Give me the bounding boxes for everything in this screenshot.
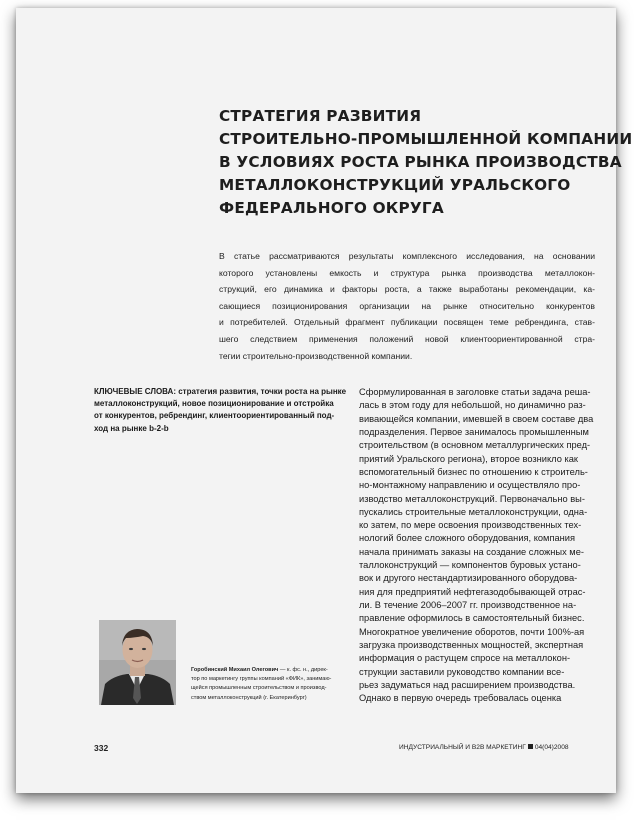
body-line: Однако в первую очередь требовалась оценка: [359, 693, 562, 704]
abstract-line: струкций, его динамика и факторы роста, а также выработаны рекомендации, ка-: [219, 284, 595, 295]
author-credentials: — к. фс. н., дирек-: [278, 667, 328, 673]
body-line: ли. В течение 2006–2007 гг. производственное на-: [359, 600, 577, 610]
magazine-page: [16, 8, 633, 793]
title-line: СТРАТЕГИЯ РАЗВИТИЯ: [219, 107, 422, 125]
keywords-line: КЛЮЧЕВЫЕ СЛОВА: стратегия развития, точки роста на рынке: [94, 387, 347, 396]
body-line: ния для предприятий нефтегазодобывающей отрас-: [359, 586, 586, 597]
journal-name: ИНДУСТРИАЛЬНЫЙ И B2B МАРКЕТИНГ: [399, 744, 526, 751]
body-line: начала принимать заказы на создание сложных ме-: [359, 546, 584, 557]
body-line: вспомогательный бизнес по отношению к строитель-: [359, 466, 588, 477]
author-line: [191, 666, 351, 675]
body-line: загрузка производственных мощностей, экспертная: [359, 639, 584, 650]
body-line: правление оформилось в самостоятельный бизнес.: [359, 613, 585, 624]
keywords-line: металлоконструкций, новое позиционирование и отстройка: [94, 399, 334, 409]
body-line: таллоконструкций — компонентов буровых устано-: [359, 560, 581, 571]
square-bullet-icon: [528, 744, 533, 749]
keywords-block: [94, 386, 354, 435]
body-line: Сформулированная в заголовке статьи задача реша-: [359, 387, 591, 397]
abstract-line: и потребителей. Отдельный фрагмент публикации посвящен теме ребрендинга, став-: [219, 317, 595, 328]
author-info: [191, 666, 351, 703]
abstract-line: тегии строительно-производственной компании.: [219, 350, 413, 361]
author-portrait-icon: [99, 620, 176, 705]
author-line: тор по маркетингу группы компаний «ФИК», занимаю-: [191, 676, 332, 683]
page-number: 332: [94, 743, 109, 753]
body-line: лась в этом году для небольшой, но динамично раз-: [359, 400, 586, 411]
article-abstract: [219, 248, 595, 364]
author-name: Горобинский Михаил Олегович: [191, 667, 279, 673]
body-line: информация о растущем спросе на металлокон-: [359, 653, 571, 664]
article-body: [359, 386, 599, 706]
issue-number: 04(04)2008: [534, 744, 569, 751]
body-line: нологий более сложного оборудования, компания: [359, 533, 576, 544]
article-title: [219, 105, 633, 220]
body-line: приятий Уральского региона), второе возникло как: [359, 453, 578, 464]
title-line: В УСЛОВИЯХ РОСТА РЫНКА ПРОИЗВОДСТВА: [219, 153, 622, 171]
title-line: СТРОИТЕЛЬНО-ПРОМЫШЛЕННОЙ КОМПАНИИ: [219, 130, 633, 148]
author-line: ством металлоконструкций (г. Екатеринбург): [191, 694, 307, 701]
abstract-line: В статье рассматриваются результаты комплексного исследования, на основании: [219, 251, 595, 261]
keywords-line: ход на рынке b-2-b: [94, 423, 169, 433]
title-line: ФЕДЕРАЛЬНОГО ОКРУГА: [219, 199, 444, 217]
abstract-line: шего следствием применения положений новой клиентоориентированной стра-: [219, 333, 595, 344]
body-line: подразделения. Первое занималось промышленным: [359, 426, 589, 437]
body-line: вок и другого нестандартизированного оборудова-: [359, 573, 578, 584]
body-line: пускались строительные металлоконструкции, одна-: [359, 506, 588, 517]
body-line: строительством (в основном металлургических пред-: [359, 440, 591, 451]
body-line: струкции заставили руководство компании все-: [359, 666, 565, 677]
author-line: щейся промышленным строительством и производ-: [191, 685, 327, 692]
body-line: вивающейся компании, имевшей в своем составе два: [359, 413, 594, 424]
abstract-line: сающиеся позиционирования организации на рынке относительно конкурентов: [219, 300, 595, 311]
running-footer: [399, 744, 569, 751]
body-line: Многократное увеличение оборотов, почти 100%-ая: [359, 626, 585, 637]
title-line: МЕТАЛЛОКОНСТРУКЦИЙ УРАЛЬСКОГО: [219, 176, 571, 194]
body-line: рьез задуматься над расширением производства.: [359, 679, 576, 690]
body-line: ко затем, по мере освоения производственных тех-: [359, 520, 582, 531]
keywords-line: от конкурентов, ребрендинг, клиентоориентированный под-: [94, 411, 335, 421]
body-line: изводство металлоконструкций. Первоначально вы-: [359, 493, 585, 504]
abstract-line: которого установлены емкость и структура рынка производства металлокон-: [219, 267, 595, 278]
author-photo: [99, 620, 176, 705]
body-line: но-монтажному направлению и осуществляло про-: [359, 480, 581, 491]
